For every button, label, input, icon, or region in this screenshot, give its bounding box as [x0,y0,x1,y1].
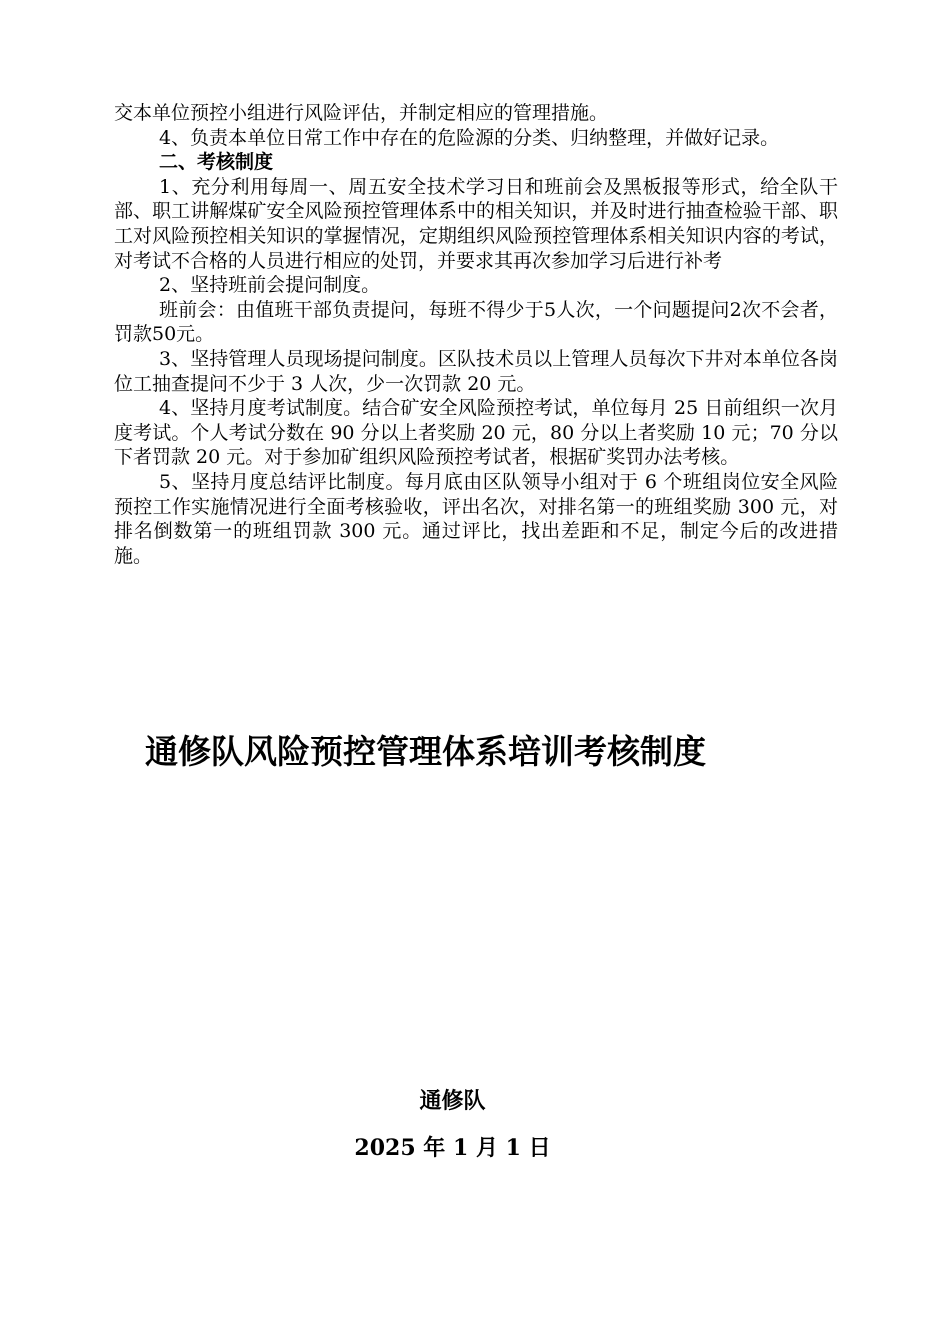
document-body [114,101,838,568]
paragraph-item-1: 1、充分利用每周一、周五安全技术学习日和班前会及黑板报等形式，给全队干部、职工讲解煤矿安全风险预控管理体系中的相关知识，并及时进行抽查检验干部、职工对风险预控相关知识的掌握情况，定期组织风险预控管理体系相关知识内容的考试，对考试不合格的人员进行相应的处罚，并要求其再次参加学习后进行补考 [114,175,838,272]
paragraph-item-4-monthly-exam: 4、坚持月度考试制度。结合矿安全风险预控考试，单位每月 25 日前组织一次月度考试。个人考试分数在 90 分以上者奖励 20 元，80 分以上者奖励 10 元；70 分以下者罚款 20 元。对于参加矿组织风险预控考试者，根据矿奖罚办法考核。 [114,397,838,469]
paragraph-continuation: 交本单位预控小组进行风险评估，并制定相应的管理措施。 [114,102,609,124]
document-date: 2025 年 1 月 1 日 [354,1135,551,1161]
paragraph-item-2: 2、坚持班前会提问制度。 [159,274,381,297]
section-heading-assessment: 二、考核制度 [159,151,274,174]
paragraph-item-4: 4、负责本单位日常工作中存在的危险源的分类、归纳整理，并做好记录。 [159,126,780,149]
cover-title: 通修队风险预控管理体系培训考核制度 [145,732,706,771]
paragraph-shift-meeting: 班前会：由值班干部负责提问，每班不得少于5人次，一个问题提问2次不会者，罚款50元。 [114,298,838,346]
organization-name: 通修队 [419,1088,486,1114]
paragraph-item-3: 3、坚持管理人员现场提问制度。区队技术员以上管理人员每次下井对本单位各岗位工抽查提问不少于 3 人次，少一次罚款 20 元。 [114,347,838,395]
paragraph-item-5: 5、坚持月度总结评比制度。每月底由区队领导小组对于 6 个班组岗位安全风险预控工作实施情况进行全面考核验收，评出名次，对排名第一的班组奖励 300 元，对排名倒数第一的班组罚款 300 元。通过评比，找出差距和不足，制定今后的改进措施。 [114,470,838,567]
